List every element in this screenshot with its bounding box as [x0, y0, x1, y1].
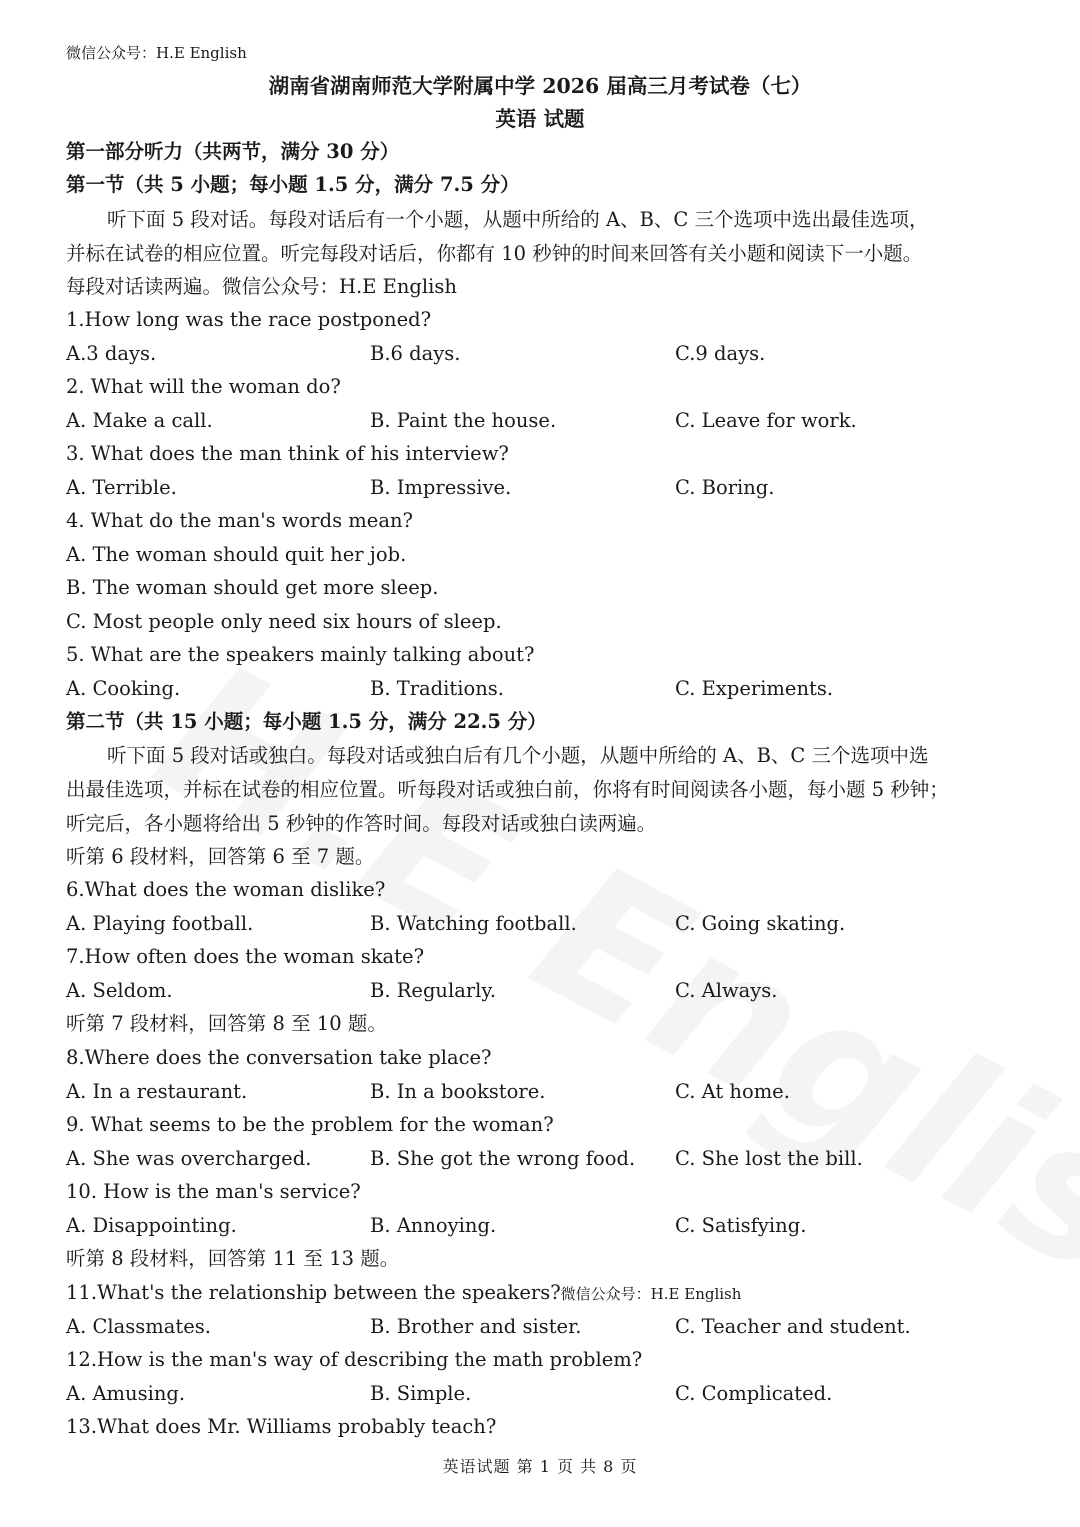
question-8: 8.Where does the conversation take place? [66, 1046, 492, 1069]
option-c: C. Satisfying. [675, 1214, 807, 1237]
option-a: A. The woman should quit her job. [66, 543, 407, 566]
header-note: 微信公众号：H.E English [66, 44, 247, 62]
question-3: 3. What does the man think of his interview? [66, 442, 509, 465]
option-a: A. She was overcharged. [66, 1147, 312, 1170]
option-c: C. Always. [675, 979, 778, 1002]
option-c: C. Complicated. [675, 1382, 833, 1405]
option-c: C.9 days. [675, 342, 766, 365]
exam-title: 湖南省湖南师范大学附属中学 2026 届高三月考试卷（七） [268, 74, 812, 98]
option-c: C. At home. [675, 1080, 790, 1103]
question-12: 12.How is the man's way of describing the math problem? [66, 1348, 643, 1371]
option-b: B. Regularly. [370, 979, 497, 1002]
option-b: B. Brother and sister. [370, 1315, 582, 1338]
option-c: C. Experiments. [675, 677, 834, 700]
material-note: 听第 8 段材料，回答第 11 至 13 题。 [66, 1247, 400, 1270]
option-a: A.3 days. [66, 342, 157, 365]
option-c: C. Most people only need six hours of sleep. [66, 610, 502, 633]
question-4: 4. What do the man's words mean? [66, 509, 413, 532]
question-10: 10. How is the man's service? [66, 1180, 361, 1203]
option-a: A. Make a call. [66, 409, 213, 432]
part1-heading: 第一部分听力（共两节，满分 30 分） [66, 140, 400, 163]
option-a: A. Amusing. [66, 1382, 186, 1405]
option-a: A. Cooking. [66, 677, 181, 700]
option-c: C. Boring. [675, 476, 775, 499]
option-b: B. Simple. [370, 1382, 472, 1405]
section2-instruction: 出最佳选项，并标在试卷的相应位置。听每段对话或独白前，你将有时间阅读各小题，每小题 5 秒钟； [66, 778, 949, 801]
option-c: C. Teacher and student. [675, 1315, 911, 1338]
option-b: B. Traditions. [370, 677, 504, 700]
question-7: 7.How often does the woman skate? [66, 945, 425, 968]
option-a: A. Terrible. [66, 476, 177, 499]
section2-heading: 第二节（共 15 小题；每小题 1.5 分，满分 22.5 分） [66, 710, 547, 733]
question-text: 11.What's the relationship between the speakers? [66, 1281, 561, 1304]
section1-instruction: 并标在试卷的相应位置。听完每段对话后，你都有 10 秒钟的时间来回答有关小题和阅读下一小题。 [66, 242, 923, 265]
question-1: 1.How long was the race postponed? [66, 308, 432, 331]
section2-instruction: 听完后，各小题将给出 5 秒钟的作答时间。每段对话或独白读两遍。 [66, 812, 657, 835]
question-5: 5. What are the speakers mainly talking about? [66, 643, 535, 666]
option-b: B. Impressive. [370, 476, 512, 499]
option-a: A. Disappointing. [66, 1214, 237, 1237]
option-a: A. Classmates. [66, 1315, 211, 1338]
exam-subtitle: 英语 试题 [495, 107, 585, 131]
page-footer: 英语试题 第 1 页 共 8 页 [442, 1457, 638, 1476]
question-2: 2. What will the woman do? [66, 375, 341, 398]
option-c: C. She lost the bill. [675, 1147, 863, 1170]
option-a: A. Playing football. [66, 912, 254, 935]
option-b: B. She got the wrong food. [370, 1147, 636, 1170]
option-b: B.6 days. [370, 342, 461, 365]
section2-instruction: 听下面 5 段对话或独白。每段对话或独白后有几个小题，从题中所给的 A、B、C 三个选项中选 [107, 744, 929, 767]
material-note: 听第 7 段材料，回答第 8 至 10 题。 [66, 1012, 387, 1035]
option-b: B. Annoying. [370, 1214, 497, 1237]
option-b: B. The woman should get more sleep. [66, 576, 439, 599]
material-note: 听第 6 段材料，回答第 6 至 7 题。 [66, 845, 375, 868]
option-a: A. In a restaurant. [66, 1080, 248, 1103]
question-13: 13.What does Mr. Williams probably teach? [66, 1415, 497, 1438]
option-c: C. Leave for work. [675, 409, 857, 432]
question-note: 微信公众号：H.E English [560, 1285, 742, 1303]
question-6: 6.What does the woman dislike? [66, 878, 386, 901]
question-9: 9. What seems to be the problem for the woman? [66, 1113, 554, 1136]
option-a: A. Seldom. [66, 979, 173, 1002]
option-b: B. Watching football. [370, 912, 577, 935]
section1-instruction: 听下面 5 段对话。每段对话后有一个小题，从题中所给的 A、B、C 三个选项中选出最佳选项， [107, 208, 929, 231]
section1-heading: 第一节（共 5 小题；每小题 1.5 分，满分 7.5 分） [66, 173, 520, 196]
option-b: B. In a bookstore. [370, 1080, 546, 1103]
option-c: C. Going skating. [675, 912, 846, 935]
section1-instruction: 每段对话读两遍。微信公众号：H.E English [66, 275, 457, 298]
option-b: B. Paint the house. [370, 409, 557, 432]
question-11 [66, 1280, 741, 1307]
